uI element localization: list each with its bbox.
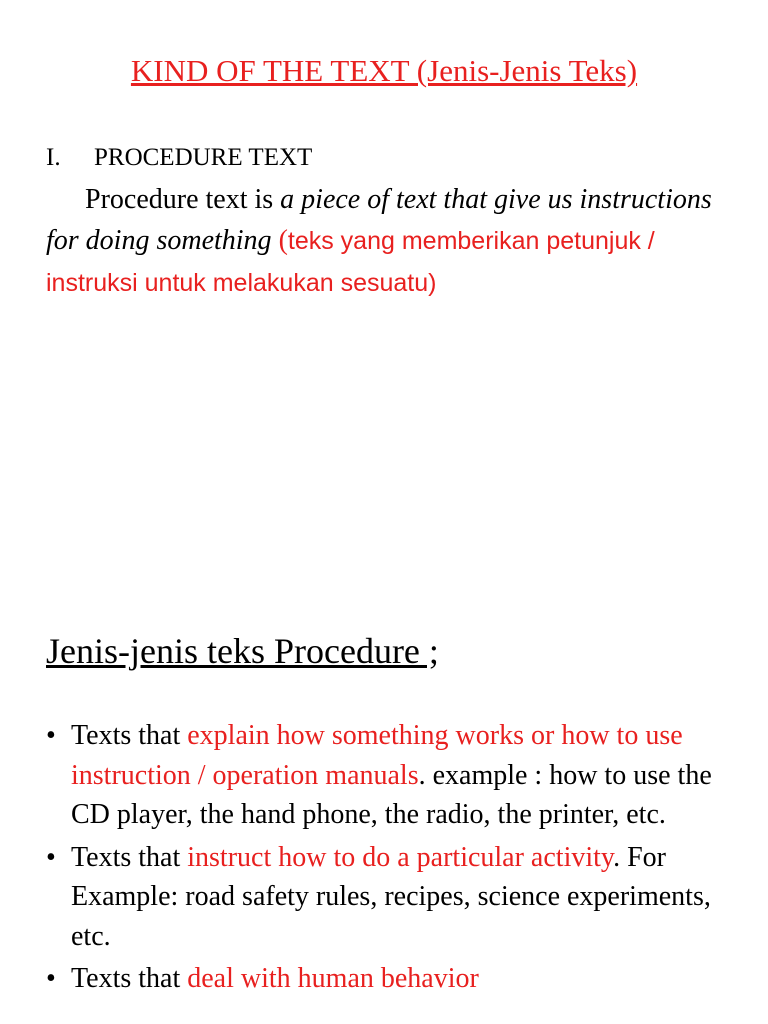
- list-item: [46, 959, 736, 999]
- bullet-highlight: explain how something works or how to use instruction / operation manuals: [71, 720, 683, 791]
- bullet-icon: •: [46, 963, 56, 994]
- section-heading: [46, 143, 312, 173]
- definition-translation: teks yang memberikan petunjuk / instruksi untuk melakukan sesuatu): [46, 227, 655, 297]
- subheading: Jenis-jenis teks Procedure ;: [46, 631, 439, 671]
- bullet-lead: Texts that: [71, 963, 188, 994]
- definition-italic: a piece of text that give us instructions for doing something: [46, 184, 712, 256]
- bullet-lead: Texts that: [71, 720, 188, 751]
- page-title: KIND OF THE TEXT (Jenis-Jenis Teks): [130, 53, 638, 88]
- section-title: PROCEDURE TEXT: [94, 144, 313, 171]
- bullet-list: [46, 716, 736, 1002]
- bullet-rest: . For Example: road safety rules, recipes, science experiments, etc.: [71, 841, 711, 952]
- bullet-highlight: deal with human behavior: [187, 963, 479, 994]
- list-item: [46, 716, 736, 835]
- bullet-rest: . example : how to use the CD player, the hand phone, the radio, the printer, etc.: [71, 759, 712, 830]
- section-number: I.: [46, 144, 61, 171]
- definition-paragraph: [46, 179, 746, 304]
- definition-open-paren: (: [271, 225, 288, 256]
- list-item: [46, 838, 736, 957]
- bullet-highlight: instruct how to do a particular activity: [187, 841, 614, 873]
- bullet-lead: Texts that: [71, 841, 188, 873]
- bullet-icon: •: [46, 841, 56, 873]
- definition-lead: Procedure text is: [85, 184, 281, 215]
- bullet-icon: •: [46, 720, 56, 751]
